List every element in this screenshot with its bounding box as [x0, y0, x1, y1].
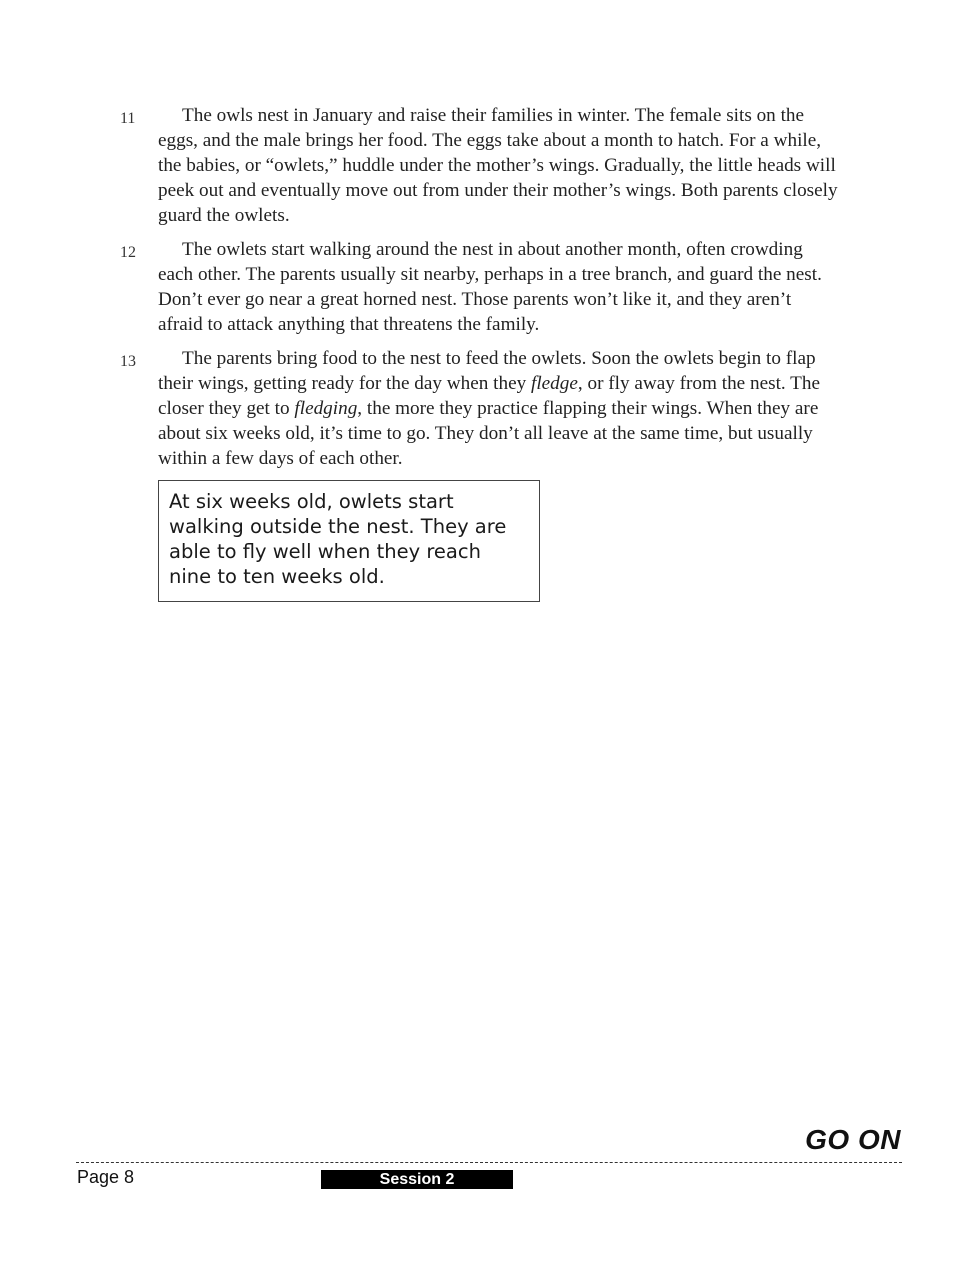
callout-box	[158, 480, 540, 602]
term-fledge: fledge	[531, 373, 578, 394]
paragraph-number-11: 11	[120, 110, 136, 127]
paragraph-11-text: The owls nest in January and raise their families in winter. The female sits on the eggs, and the male brings her food. The eggs take about a month to hatch. For a while, the babies, or “owlets,” huddle under the mother’s wings. Gradually, the little heads will peek out and eventually move out from under their mother’s wings. Both parents closely guard the owlets.	[158, 105, 838, 226]
paragraph-13-part-3: , the more they practice flapping their wings. When they are about six weeks old, it’s time to go. They don’t all leave at the same time, but usually within a few days of each other.	[158, 398, 819, 469]
page-number: Page 8	[77, 1167, 135, 1187]
paragraph-number-12: 12	[120, 244, 136, 261]
paragraph-12-text: The owlets start walking around the nest in about another month, often crowding each other. The parents usually sit nearby, perhaps in a tree branch, and guard the nest. Don’t ever go near a great horned nest. Those parents won’t like it, and they aren’t afraid to attack anything that threatens the family.	[158, 239, 822, 335]
paragraph-13-part-2: , or fly away from the nest. The closer they get to	[158, 373, 820, 419]
term-fledging: fledging	[294, 398, 358, 419]
footer-dashed-divider	[76, 1162, 902, 1163]
paragraph-13	[158, 346, 838, 471]
paragraph-13-text	[158, 346, 838, 471]
paragraph-11	[158, 103, 838, 228]
go-on-label: GO ON	[805, 1124, 901, 1155]
paragraph-12	[158, 237, 838, 337]
paragraph-number-13: 13	[120, 353, 136, 370]
session-label: Session 2	[321, 1170, 513, 1189]
paragraph-13-part-1: The parents bring food to the nest to feed the owlets. Soon the owlets begin to flap their wings, getting ready for the day when they	[158, 348, 816, 394]
callout-text: At six weeks old, owlets start walking outside the nest. They are able to fly well when they reach nine to ten weeks old.	[169, 490, 507, 588]
